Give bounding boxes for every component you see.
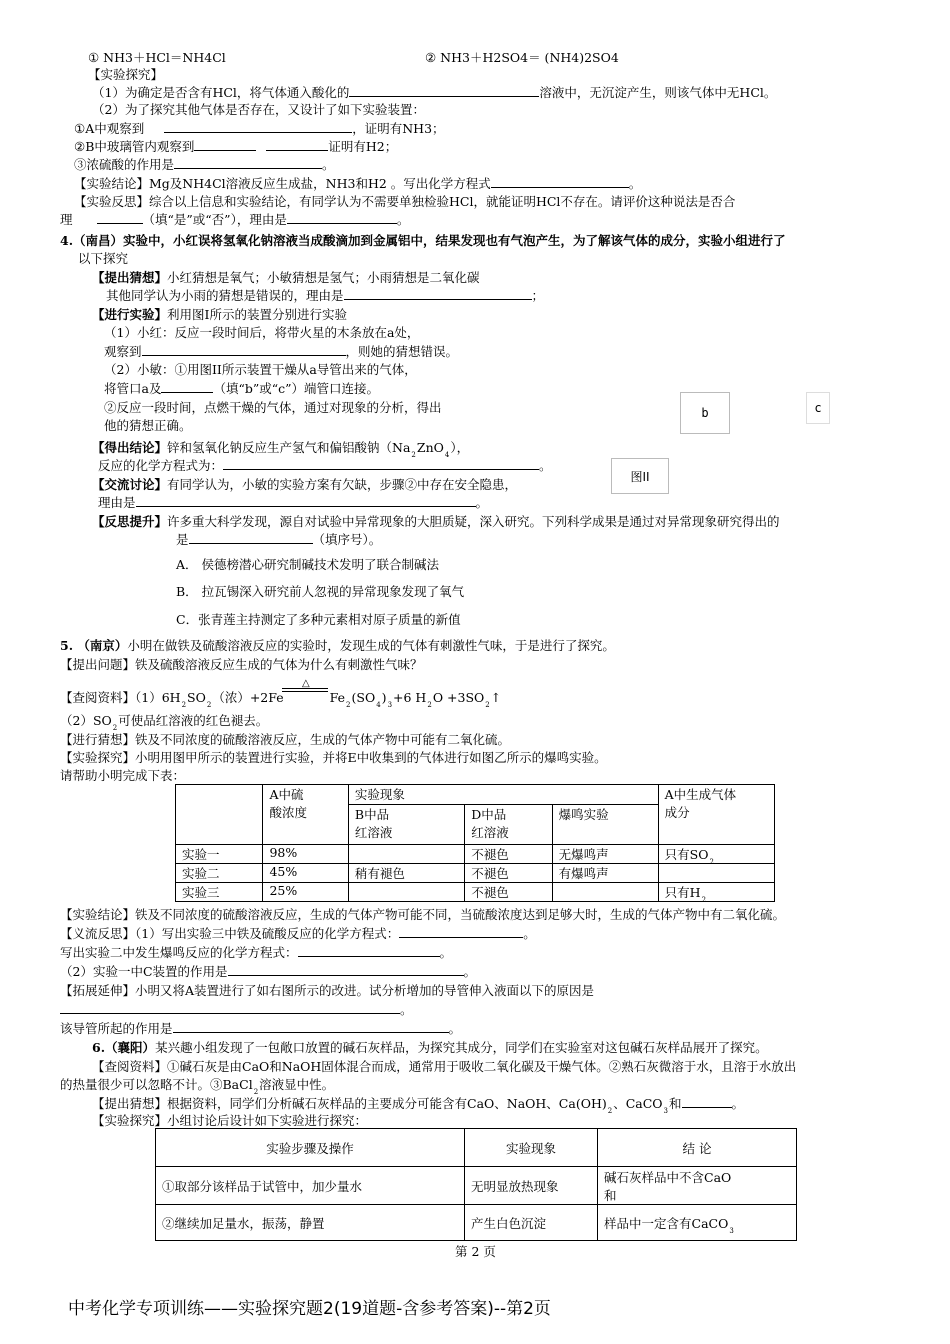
text-line: 【进行实验】利用图I所示的装置分别进行实验: [92, 307, 347, 322]
text-line: 反应的化学方程式为： 。: [98, 458, 552, 473]
text-line: ②B中玻璃管内观察到 证明有H2；: [74, 139, 398, 154]
equation-1: ① NH3＋HCl＝NH4Cl: [88, 50, 226, 65]
answer-cell[interactable]: [348, 845, 464, 864]
answer-blank[interactable]: [161, 381, 213, 393]
procedure-table: [155, 1128, 797, 1241]
section-heading: 【实验探究】: [88, 67, 164, 82]
answer-blank[interactable]: [491, 176, 629, 188]
text-line: 理由是 。: [98, 495, 489, 510]
table-row: ②继续加足量水，振荡，静置 产生白色沉淀 样品中一定含有CaCO$_3$: [156, 1205, 797, 1241]
text-line: 【实验结论】铁及不同浓度的硫酸溶液反应，生成的气体产物可能不同，当硫酸浓度达到足够大时，生成的气体产物中有二氧化硫。: [60, 907, 786, 922]
figure-label-c: c: [806, 392, 830, 424]
table-row: 实验三 25% 不褪色 只有$H_2$: [176, 883, 775, 902]
answer-blank[interactable]: [60, 1002, 400, 1014]
text-line: 请帮助小明完成下表：: [60, 768, 186, 783]
text-line: （2）实验一中C装置的作用是 。: [60, 964, 477, 979]
answer-blank[interactable]: [287, 212, 397, 224]
table-header: 实验现象: [465, 1129, 598, 1167]
text-line: 【拓展延伸】小明又将A装置进行了如右图所示的改进。试分析增加的导管伸入液面以下的原因是: [60, 983, 595, 998]
figure-label-b: b: [680, 392, 730, 434]
text-line: 【提出猜想】根据资料，同学们分析碱石灰样品的主要成分可能含有CaO、NaOH、$Ca(OH)_2$、CaCO$_3$和 。: [92, 1096, 745, 1115]
table-header: A中生成气体 成分: [658, 785, 774, 845]
table-cell: [176, 785, 263, 845]
answer-blank[interactable]: [97, 212, 143, 224]
answer-blank[interactable]: [173, 1021, 449, 1033]
table-header: 结 论: [598, 1129, 797, 1167]
equation-2: ② NH3＋H2SO4＝ (NH4)2SO4: [425, 50, 619, 65]
answer-blank[interactable]: [189, 532, 313, 544]
text-line: 写出实验二中发生爆鸣反应的化学方程式： 。: [60, 945, 453, 960]
text-line: 【得出结论】锌和氢氧化钠反应生产氢气和偏铝酸钠$(Na_2ZnO_4)$，: [92, 440, 470, 459]
text-line: 【反思提升】许多重大科学发现，源自对试验中异常现象的大胆质疑，深入研究。下列科学成果是通过对异常现象研究得出的: [92, 514, 780, 529]
table-row: ①取部分该样品于试管中，加少量水 无明显放热现象 碱石灰样品中不含CaO 和: [156, 1167, 797, 1205]
question-6-title: 6.（襄阳）某兴趣小组发现了一包敞口放置的碱石灰样品，为探究其成分，同学们在实验室对这包碱石灰样品展开了探究。: [92, 1040, 768, 1055]
page-footer: 中考化学专项训练——实验探究题2(19道题-含参考答案)--第2页: [68, 1299, 551, 1319]
text-line: 。: [60, 1002, 413, 1018]
text-line: 【义流反思】（1）写出实验三中铁及硫酸反应的化学方程式： 。: [60, 926, 536, 941]
answer-blank[interactable]: [399, 926, 523, 938]
text-line: 理 （填“是”或“否”），理由是 。: [60, 212, 410, 227]
answer-cell[interactable]: [348, 883, 464, 902]
option-b: B． 拉瓦锡深入研究前人忽视的异常现象发现了氧气: [176, 584, 465, 599]
answer-blank[interactable]: [298, 945, 440, 957]
answer-blank[interactable]: [164, 121, 352, 133]
answer-blank[interactable]: [266, 139, 328, 151]
option-c: C．张青莲主持测定了多种元素相对原子质量的新值: [176, 612, 461, 627]
answer-cell[interactable]: [552, 883, 658, 902]
text-line: 【交流讨论】有同学认为，小敏的实验方案有欠缺，步骤②中存在安全隐患，: [92, 477, 518, 492]
text-line: 观察到 ，则她的猜想错误。: [104, 344, 459, 359]
text-line: 【查阅资料】$(1)6H_2SO_2$（浓）+2Fe $Fe_2(SO_4)_3+6$ $H_2O$ $+3SO_2↑$: [60, 690, 502, 709]
text-line: 【查阅资料】①碱石灰是由CaO和NaOH固体混合而成，通常用于吸收二氧化碳及干燥气体。②熟石灰微溶于水，且溶于水放出: [92, 1059, 797, 1074]
text-line: 【进行猜想】铁及不同浓度的硫酸溶液反应，生成的气体产物中可能有二氧化硫。: [60, 732, 511, 747]
text-line: （2）为了探究其他气体是否存在，又设计了如下实验装置：: [92, 102, 425, 117]
text-line: 以下探究: [78, 251, 129, 266]
answer-blank[interactable]: [349, 85, 539, 97]
text-line: ①A中观察到 ，证明有NH3；: [74, 121, 445, 136]
table-row: 实验二 45% 稍有褪色 不褪色 有爆鸣声: [176, 864, 775, 883]
heat-symbol: △: [302, 678, 310, 689]
text-line: 的热量很少可以忽略不计。③BaCl$_2$溶液显中性。: [60, 1077, 335, 1096]
table-row: 实验一 98% 不褪色 无爆鸣声 只有$SO_2$: [176, 845, 775, 864]
text-line: 【实验探究】小明用图甲所示的装置进行实验，并将E中收集到的气体进行如图乙所示的爆鸣实验。: [60, 750, 607, 765]
text-line: ③浓硫酸的作用是 。: [74, 157, 335, 172]
option-a: A． 侯德榜潜心研究制碱技术发明了联合制碱法: [176, 557, 440, 572]
answer-blank[interactable]: [682, 1096, 732, 1108]
answer-blank[interactable]: [344, 288, 532, 300]
experiment-table: [175, 784, 775, 902]
answer-blank[interactable]: [223, 458, 539, 470]
answer-cell[interactable]: [658, 864, 774, 883]
text-line: （1）小红：反应一段时间后，将带火星的木条放在a处，: [104, 325, 420, 340]
question-4-title: 4.（南昌）实验中，小红误将氢氧化钠溶液当成酸滴加到金属铝中，结果发现也有气泡产生，为了解该气体的成分，实验小组进行了: [60, 233, 786, 248]
answer-blank[interactable]: [194, 139, 256, 151]
text-line: 【实验探究】小组讨论后设计如下实验进行探究：: [92, 1113, 368, 1128]
figure-label-fig2: 图II: [611, 458, 669, 494]
table-header: A中硫 酸浓度: [263, 785, 348, 845]
text-line: 他的猜想正确。: [104, 418, 192, 433]
table-header: B中品 红溶液: [348, 805, 464, 845]
text-line: 是 （填序号）。: [176, 532, 382, 547]
answer-blank[interactable]: [174, 157, 322, 169]
table-header: 实验步骤及操作: [156, 1129, 465, 1167]
answer-blank[interactable]: [228, 964, 464, 976]
answer-blank[interactable]: [142, 344, 346, 356]
question-5-title: 5. （南京）小明在做铁及硫酸溶液反应的实验时，发现生成的气体有刺激性气味，于是进行了探究。: [60, 638, 615, 653]
table-header: 爆鸣实验: [552, 805, 658, 845]
text-line: $(2)SO_2$可使品红溶液的红色褪去。: [60, 713, 269, 732]
text-line: 其他同学认为小雨的猜想是错误的，理由是 ；: [106, 288, 545, 303]
text-line: 【提出问题】铁及硫酸溶液反应生成的气体为什么有刺激性气味？: [60, 657, 423, 672]
text-line: 【实验结论】Mg及NH4Cl溶液反应生成盐，NH3和H2 。写出化学方程式 。: [74, 176, 642, 191]
text-line: 将管口a及 （填“b”或“c”）端管口连接。: [104, 381, 380, 396]
table-header: D中品 红溶液: [465, 805, 552, 845]
text-line: ②反应一段时间，点燃干燥的气体，通过对现象的分析，得出: [104, 400, 442, 415]
answer-blank[interactable]: [136, 495, 476, 507]
text-line: 【实验反思】综合以上信息和实验结论，有同学认为不需要单独检验HCl，就能证明HCl不存在。请评价这种说法是否合: [74, 194, 736, 209]
page-number: 第 2 页: [455, 1244, 496, 1259]
text-line: 【提出猜想】小红猜想是氧气；小敏猜想是氢气；小雨猜想是二氧化碳: [92, 270, 480, 285]
table-header: 实验现象: [348, 785, 658, 805]
text-line: （1）为确定是否含有HCl，将气体通入酸化的 溶液中，无沉淀产生，则该气体中无HCl。: [92, 85, 777, 100]
text-line: （2）小敏：①用图II所示装置干燥从a导管出来的气体，: [104, 362, 417, 377]
text-line: 该导管所起的作用是 。: [60, 1021, 462, 1036]
